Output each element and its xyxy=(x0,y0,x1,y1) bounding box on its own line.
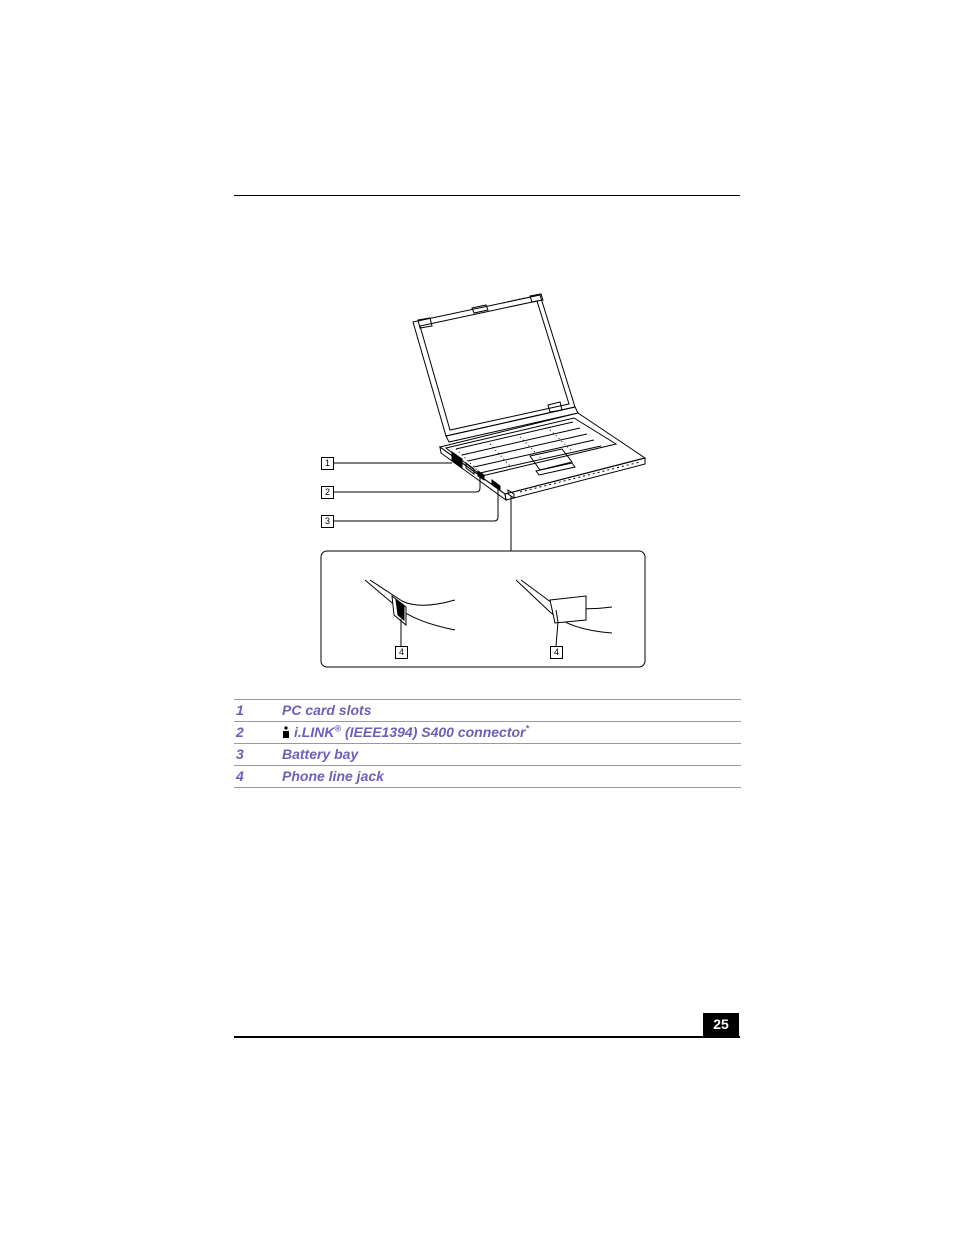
callout-2: 2 xyxy=(321,486,334,499)
legend-label: Phone line jack xyxy=(282,768,384,784)
legend-number: 2 xyxy=(236,724,244,740)
legend-label xyxy=(282,722,529,743)
page-number: 25 xyxy=(703,1013,739,1036)
legend-row xyxy=(234,721,741,743)
registered-mark: ® xyxy=(334,723,342,734)
callout-4-right: 4 xyxy=(550,646,563,659)
ilink-icon xyxy=(282,726,290,738)
footnote-mark: * xyxy=(525,723,530,734)
footer-rule xyxy=(234,1036,740,1038)
callout-4-left: 4 xyxy=(395,646,408,659)
legend-number: 3 xyxy=(236,746,244,762)
legend-row xyxy=(234,699,741,721)
legend-row xyxy=(234,765,741,788)
ilink-name: i.LINK xyxy=(294,724,335,740)
legend-row xyxy=(234,743,741,765)
legend-table xyxy=(234,699,741,788)
legend-number: 4 xyxy=(236,768,244,784)
legend-label: PC card slots xyxy=(282,702,372,718)
legend-number: 1 xyxy=(236,702,244,718)
callout-3: 3 xyxy=(321,515,334,528)
callout-1: 1 xyxy=(321,457,334,470)
ilink-description: (IEEE1394) S400 connector xyxy=(341,724,526,740)
legend-label: Battery bay xyxy=(282,746,359,762)
